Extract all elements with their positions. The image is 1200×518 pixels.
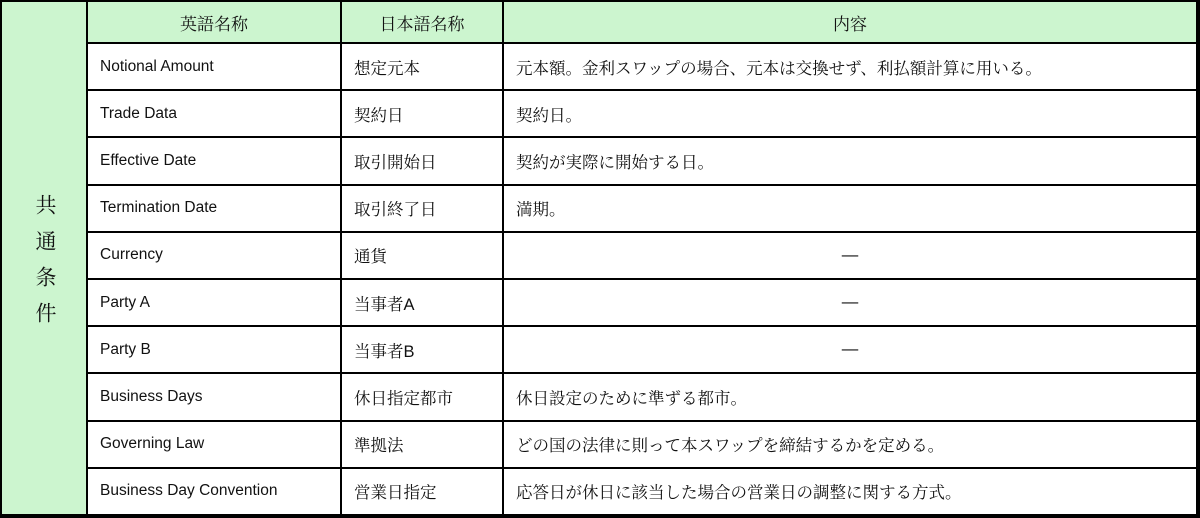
table-cell-en: Business Day Convention (88, 469, 340, 514)
table-cell-ja: 取引開始日 (342, 138, 502, 183)
table-cell-en: Termination Date (88, 186, 340, 231)
table-cell-desc: 契約が実際に開始する日。 (504, 138, 1196, 183)
table-cell-desc-empty: ― (504, 280, 1196, 325)
table-cell-en: Business Days (88, 374, 340, 419)
header-description: 内容 (504, 2, 1196, 42)
table-cell-ja: 準拠法 (342, 422, 502, 467)
table-cell-ja: 想定元本 (342, 44, 502, 89)
row-group-label: 共通条件 (33, 193, 56, 338)
table-cell-ja: 当事者B (342, 327, 502, 372)
table-cell-desc-empty: ― (504, 327, 1196, 372)
header-japanese-name: 日本語名称 (342, 2, 502, 42)
table-cell-en: Notional Amount (88, 44, 340, 89)
table-cell-desc: 元本額。金利スワップの場合、元本は交換せず、利払額計算に用いる。 (504, 44, 1196, 89)
table-cell-en: Party A (88, 280, 340, 325)
table-cell-en: Currency (88, 233, 340, 278)
table-cell-desc: 満期。 (504, 186, 1196, 231)
table-cell-desc-empty: ― (504, 233, 1196, 278)
table-cell-desc: どの国の法律に則って本スワップを締結するかを定める。 (504, 422, 1196, 467)
table-cell-ja: 営業日指定 (342, 469, 502, 514)
table-cell-desc: 契約日。 (504, 91, 1196, 136)
table-cell-ja: 取引終了日 (342, 186, 502, 231)
table-cell-ja: 休日指定都市 (342, 374, 502, 419)
table-cell-en: Effective Date (88, 138, 340, 183)
table-cell-ja: 通貨 (342, 233, 502, 278)
header-english-name: 英語名称 (88, 2, 340, 42)
table-cell-en: Governing Law (88, 422, 340, 467)
table-cell-en: Party B (88, 327, 340, 372)
table-cell-en: Trade Data (88, 91, 340, 136)
table-cell-desc: 応答日が休日に該当した場合の営業日の調整に関する方式。 (504, 469, 1196, 514)
table-cell-ja: 契約日 (342, 91, 502, 136)
table-cell-ja: 当事者A (342, 280, 502, 325)
row-group-cell (2, 2, 86, 514)
table-cell-desc: 休日設定のために準ずる都市。 (504, 374, 1196, 419)
